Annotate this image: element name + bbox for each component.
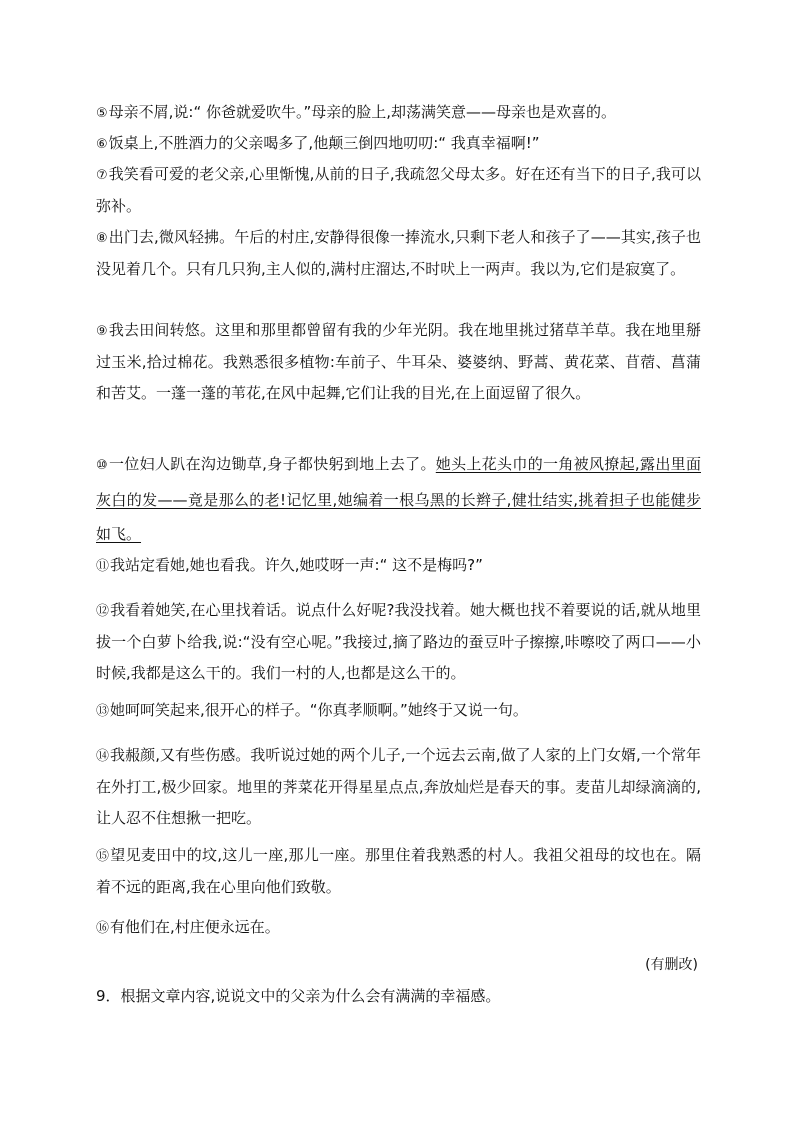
paragraph-text: 有他们在,村庄便永远在。 xyxy=(110,918,280,936)
paragraph-text: 我站定看她,她也看我。许久,她哎呀一声:“ 这不是梅吗?” xyxy=(110,556,483,574)
paragraph-number: ⑧ xyxy=(96,231,108,246)
paragraph-text: 饭桌上,不胜酒力的父亲喝多了,他颠三倒四地叨叨:“ 我真幸福啊!” xyxy=(108,134,540,152)
paragraph-number: ⑭ xyxy=(96,749,110,764)
paragraph-number: ⑥ xyxy=(96,137,108,152)
paragraph-16 xyxy=(96,912,701,944)
paragraph-number: ⑬ xyxy=(96,704,110,719)
paragraph-number: ⑩ xyxy=(96,458,108,473)
paragraph-10 xyxy=(96,447,701,551)
question-9: 9．根据文章内容,说说文中的父亲为什么会有满满的幸福感。 xyxy=(96,987,501,1005)
underlined-sentence: 她头上花头巾的一角被风撩起,露出里面灰白的发——竟是那么的老!记忆里,她编着一根乌黑的长辫子,健壮结实,挑着担子也能健步如飞。 xyxy=(96,455,701,543)
paragraph-5 xyxy=(96,97,701,129)
paragraph-14 xyxy=(96,740,701,834)
paragraph-8 xyxy=(96,222,701,285)
paragraph-15 xyxy=(96,840,701,903)
paragraph-text: 我笑看可爱的老父亲,心里惭愧,从前的日子,我疏忽父母太多。好在还有当下的日子,我可以弥补。 xyxy=(96,165,701,215)
paragraph-13 xyxy=(96,695,701,727)
paragraph-number: ⑪ xyxy=(96,559,110,574)
paragraph-number: ⑯ xyxy=(96,921,110,936)
paragraph-12 xyxy=(96,595,701,689)
paragraph-text: 望见麦田中的坟,这儿一座,那儿一座。那里住着我熟悉的村人。我祖父祖母的坟也在。隔着不远的距离,我在心里向他们致敬。 xyxy=(96,846,701,896)
paragraph-text: 出门去,微风轻拂。午后的村庄,安静得很像一捧流水,只剩下老人和孩子了——其实,孩子也没见着几个。只有几只狗,主人似的,满村庄溜达,不时吠上一两声。我以为,它们是寂寞了。 xyxy=(96,228,701,278)
paragraph-number: ⑮ xyxy=(96,849,110,864)
paragraph-text: 我去田间转悠。这里和那里都曾留有我的少年光阴。我在地里挑过猪草羊草。我在地里掰过玉米,拾过棉花。我熟悉很多植物:车前子、牛耳朵、婆婆纳、野蒿、黄花菜、苜蓿、菖蒲和苦艾。一蓬一蓬的苇花,在风中起舞,它们让我的目光,在上面逗留了很久。 xyxy=(96,321,701,402)
paragraph-7 xyxy=(96,159,701,222)
paragraph-text: 我赧颜,又有些伤感。我听说过她的两个儿子,一个远去云南,做了人家的上门女婿,一个常年在外打工,极少回家。地里的荠菜花开得星星点点,奔放灿烂是春天的事。麦苗儿却绿滴滴的,让人忍不住想揪一把吃。 xyxy=(96,746,701,827)
paragraph-number: ⑦ xyxy=(96,168,108,183)
paragraph-9 xyxy=(96,315,701,409)
paragraph-text: 母亲不屑,说:“ 你爸就爱吹牛。”母亲的脸上,却荡满笑意——母亲也是欢喜的。 xyxy=(108,103,617,121)
paragraph-number: ⑨ xyxy=(96,324,108,339)
paragraph-number: ⑤ xyxy=(96,106,108,121)
paragraph-6 xyxy=(96,128,701,160)
source-note: (有删改) xyxy=(645,957,698,973)
paragraph-text: 她呵呵笑起来,很开心的样子。“你真孝顺啊。”她终于又说一句。 xyxy=(110,701,528,719)
paragraph-text: 我看着她笑,在心里找着话。说点什么好呢?我没找着。她大概也找不着要说的话,就从地里拔一个白萝卜给我,说:“没有空心呢。”我接过,摘了路边的蚕豆叶子擦擦,咔嚓咬了两口——小时候,我都是这么干的。我们一村的人,也都是这么干的。 xyxy=(96,601,701,682)
paragraph-11 xyxy=(96,550,701,582)
paragraph-number: ⑫ xyxy=(96,604,110,619)
paragraph-text: 一位妇人趴在沟边锄草,身子都快躬到地上去了。 xyxy=(108,455,436,473)
